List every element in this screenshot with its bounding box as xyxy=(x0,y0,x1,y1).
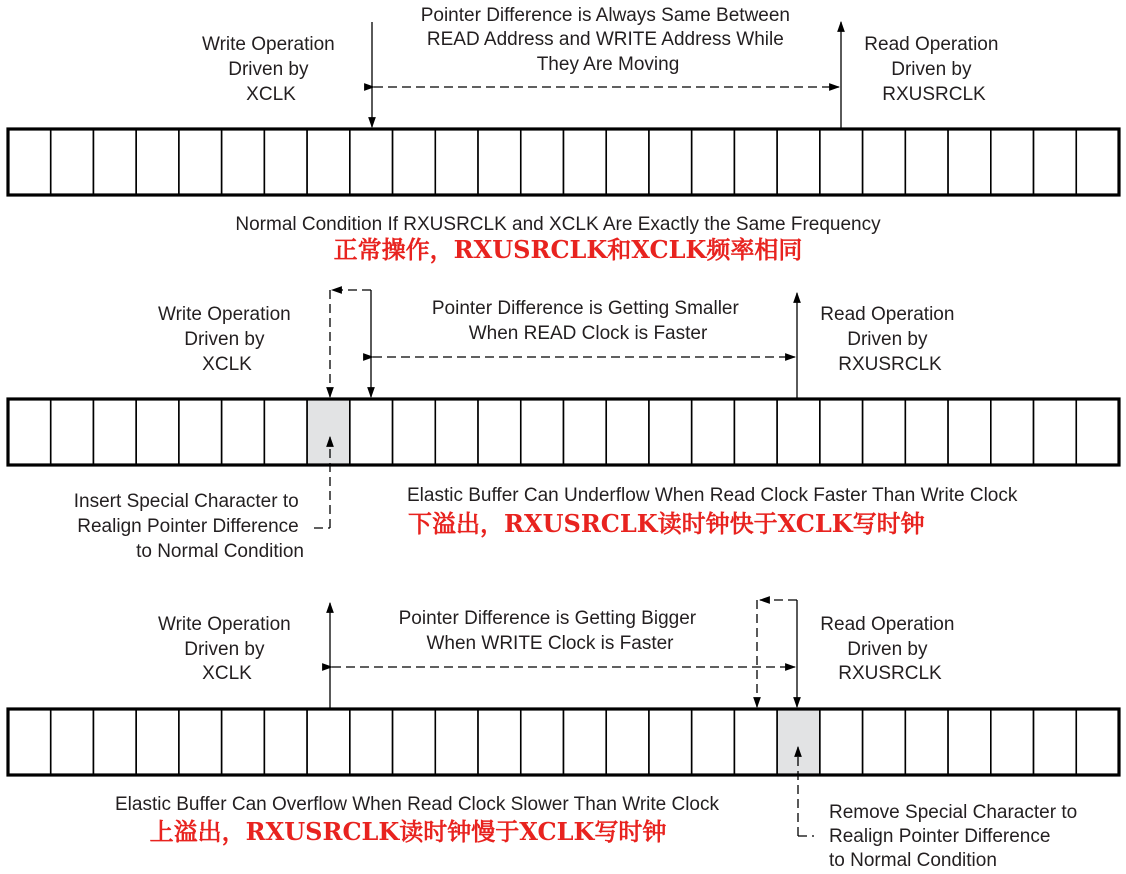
caption-normal: Normal Condition If RXUSRCLK and XCLK Are Exactly the Same Frequency xyxy=(235,214,881,235)
buffer-cell xyxy=(478,399,521,465)
buffer-cell xyxy=(649,399,692,465)
buffer-cell xyxy=(179,129,222,195)
buffer-cells xyxy=(8,709,1119,775)
buffer-cell xyxy=(734,399,777,465)
buffer-cell xyxy=(863,709,906,775)
read-operation-label: Read Operation Driven by RXUSRCLK xyxy=(820,614,955,684)
buffer-cell xyxy=(393,709,436,775)
pointer-difference-label: Pointer Difference is Getting Smaller When READ Clock is Faster xyxy=(431,298,739,344)
buffer-cell xyxy=(521,399,564,465)
buffer-cell xyxy=(51,709,94,775)
buffer-cell xyxy=(1076,709,1119,775)
remove-special-character-note: Remove Special Character to Realign Pointer Difference to Normal Condition xyxy=(829,802,1078,871)
buffer-cell xyxy=(393,129,436,195)
buffer-cells xyxy=(8,129,1119,195)
scenario-overflow xyxy=(8,600,1119,871)
buffer-cell xyxy=(435,129,478,195)
buffer-cell xyxy=(222,399,265,465)
buffer-cell xyxy=(820,129,863,195)
buffer-cell xyxy=(179,709,222,775)
buffer-cell xyxy=(8,709,51,775)
buffer-cell xyxy=(222,709,265,775)
read-operation-label: Read Operation Driven by RXUSRCLK xyxy=(864,34,999,105)
buffer-cell xyxy=(264,399,307,465)
buffer-cell xyxy=(179,399,222,465)
buffer-cell xyxy=(777,399,820,465)
pointer-difference-label: Pointer Difference is Getting Bigger When WRITE Clock is Faster xyxy=(398,608,697,654)
buffer-cell xyxy=(8,399,51,465)
buffer-cell xyxy=(435,709,478,775)
buffer-cell xyxy=(905,399,948,465)
buffer-cell xyxy=(435,399,478,465)
buffer-cell xyxy=(948,709,991,775)
buffer-cell xyxy=(93,709,136,775)
buffer-cell xyxy=(734,709,777,775)
buffer-cell xyxy=(991,129,1034,195)
annotation-cn-normal: 正常操作，RXUSRCLK和XCLK频率相同 xyxy=(333,235,803,264)
scenario-normal xyxy=(8,5,1119,264)
write-operation-label: Write Operation Driven by XCLK xyxy=(158,614,291,684)
buffer-cell xyxy=(1076,399,1119,465)
buffer-cell xyxy=(863,399,906,465)
buffer-cell xyxy=(8,129,51,195)
scenario-underflow xyxy=(8,290,1119,562)
buffer-cell xyxy=(1034,129,1077,195)
buffer-cell xyxy=(564,129,607,195)
buffer-cell xyxy=(948,399,991,465)
write-operation-label: Write Operation Driven by XCLK xyxy=(158,304,291,375)
buffer-cell xyxy=(905,129,948,195)
annotation-cn-overflow: 上溢出，RXUSRCLK读时钟慢于XCLK写时钟 xyxy=(149,817,667,846)
buffer-cell xyxy=(264,129,307,195)
buffer-cell xyxy=(820,399,863,465)
buffer-cell xyxy=(521,709,564,775)
buffer-cell xyxy=(606,399,649,465)
buffer-cell xyxy=(692,709,735,775)
buffer-cell xyxy=(478,129,521,195)
buffer-cell xyxy=(478,709,521,775)
buffer-cell xyxy=(863,129,906,195)
buffer-cell xyxy=(1034,399,1077,465)
special-character-cell xyxy=(307,399,350,465)
buffer-cell xyxy=(350,129,393,195)
buffer-cell xyxy=(606,129,649,195)
buffer-cell xyxy=(307,709,350,775)
buffer-cell xyxy=(649,129,692,195)
buffer-cell xyxy=(606,709,649,775)
buffer-cell xyxy=(820,709,863,775)
buffer-cell xyxy=(350,709,393,775)
pointer-difference-label: Pointer Difference is Always Same Between READ Address and WRITE Address While They Are Moving xyxy=(420,5,790,75)
buffer-cell xyxy=(649,709,692,775)
buffer-cell xyxy=(51,399,94,465)
buffer-cell xyxy=(264,709,307,775)
read-operation-label: Read Operation Driven by RXUSRCLK xyxy=(820,304,955,375)
buffer-cell xyxy=(734,129,777,195)
buffer-cell xyxy=(564,399,607,465)
buffer-cell xyxy=(1076,129,1119,195)
buffer-cell xyxy=(93,129,136,195)
buffer-cell xyxy=(905,709,948,775)
buffer-cell xyxy=(350,399,393,465)
write-operation-label: Write Operation Driven by XCLK xyxy=(202,34,335,105)
buffer-cell xyxy=(136,709,179,775)
buffer-cell xyxy=(222,129,265,195)
buffer-cell xyxy=(51,129,94,195)
buffer-cell xyxy=(93,399,136,465)
buffer-cell xyxy=(991,399,1034,465)
buffer-cell xyxy=(692,399,735,465)
buffer-cell xyxy=(777,129,820,195)
insert-special-character-note: Insert Special Character to Realign Pointer Difference to Normal Condition xyxy=(73,491,304,562)
buffer-cell xyxy=(564,709,607,775)
annotation-cn-underflow: 下溢出，RXUSRCLK读时钟快于XCLK写时钟 xyxy=(408,509,925,538)
buffer-cell xyxy=(136,399,179,465)
buffer-cell xyxy=(393,399,436,465)
buffer-cell xyxy=(692,129,735,195)
buffer-cell xyxy=(307,129,350,195)
buffer-cells xyxy=(8,399,1119,465)
buffer-cell xyxy=(948,129,991,195)
caption-overflow: Elastic Buffer Can Overflow When Read Clock Slower Than Write Clock xyxy=(114,794,720,815)
buffer-cell xyxy=(991,709,1034,775)
buffer-cell xyxy=(136,129,179,195)
buffer-cell xyxy=(1034,709,1077,775)
buffer-cell xyxy=(521,129,564,195)
caption-underflow: Elastic Buffer Can Underflow When Read Clock Faster Than Write Clock xyxy=(407,485,1018,506)
